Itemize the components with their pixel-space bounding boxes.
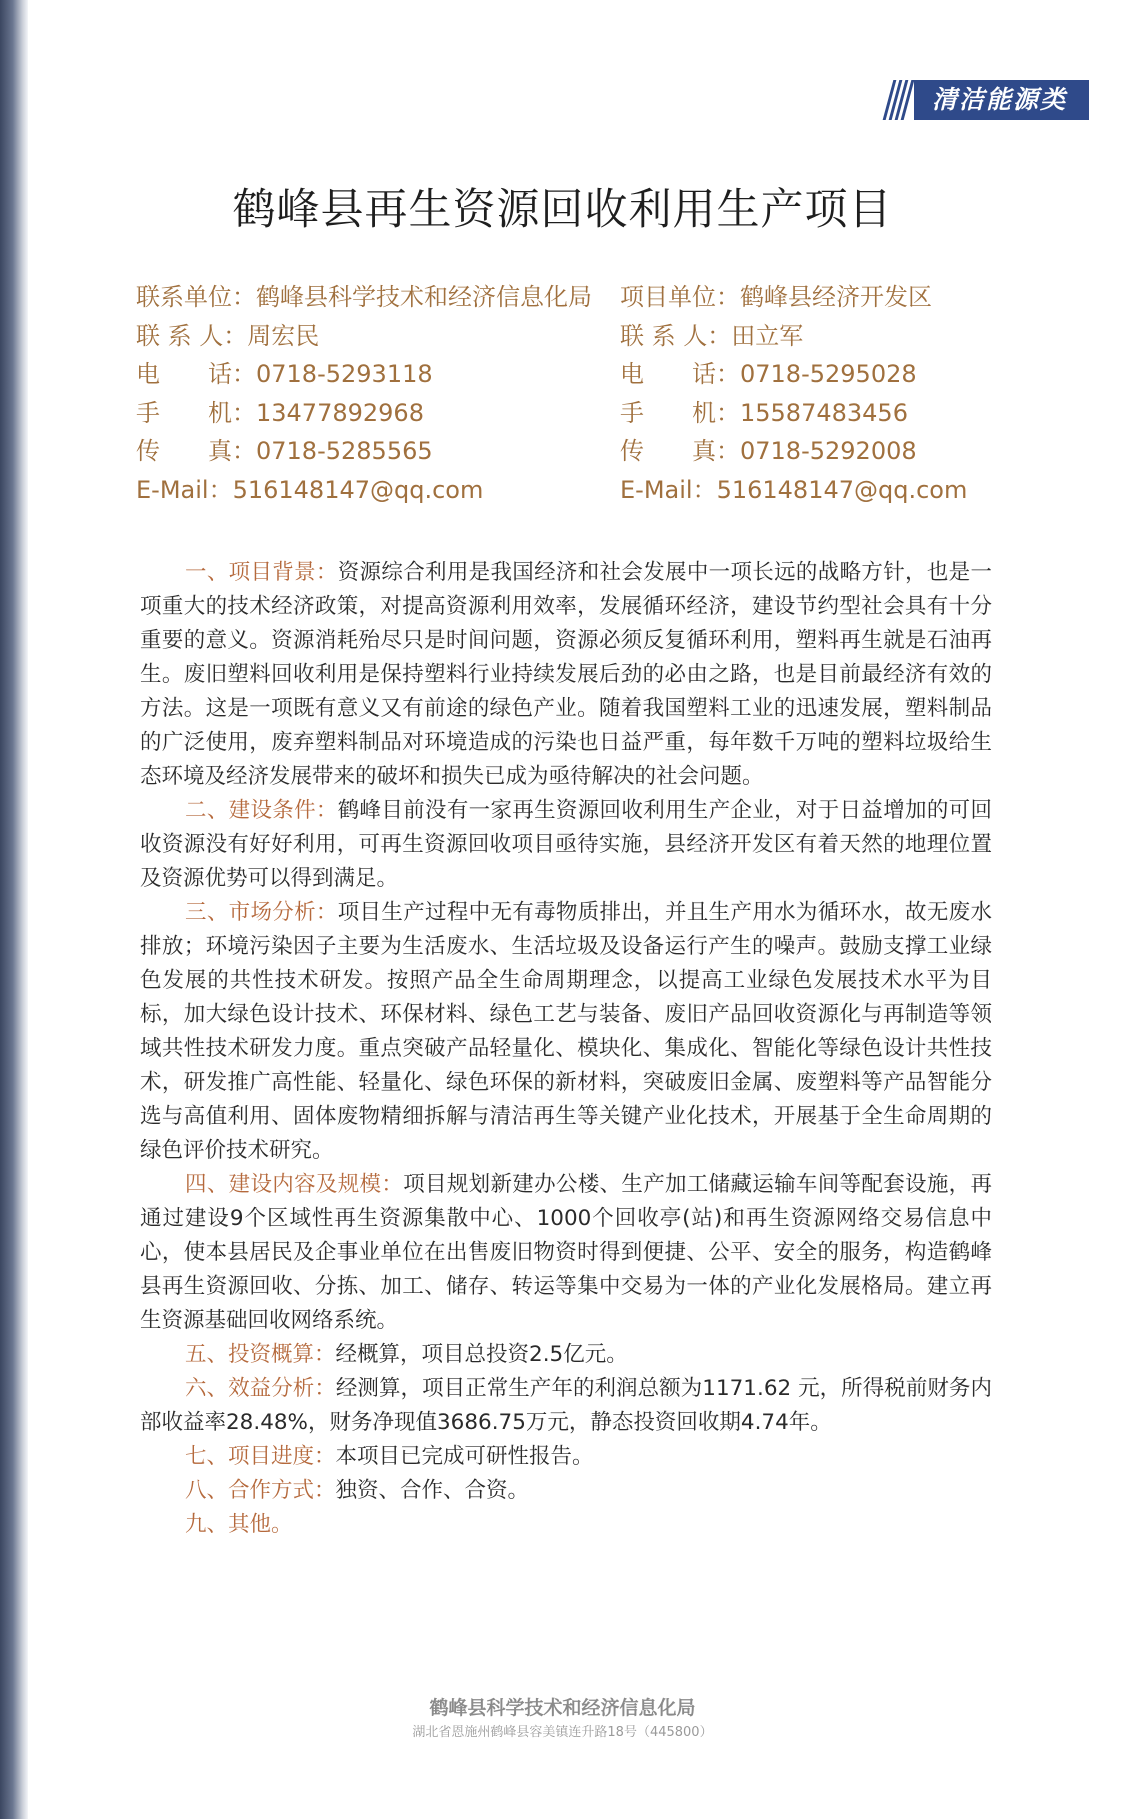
contact-label: 传 真： [620, 437, 740, 465]
section-text: 鹤峰目前没有一家再生资源回收利用生产企业，对于日益增加的可回收资源没有好好利用，可再生资源回收项目亟待实施，县经济开发区有着天然的地理位置及资源优势可以得到满足。 [140, 798, 992, 891]
section-heading: 八、合作方式： [185, 1478, 336, 1503]
section-cooperation [140, 1474, 992, 1508]
category-tag [888, 80, 1089, 120]
section-heading: 七、项目进度： [185, 1444, 336, 1469]
contact-label: E-Mail： [136, 475, 233, 504]
section-heading: 一、项目背景： [185, 560, 338, 585]
contact-value: 鹤峰县经济开发区 [740, 283, 932, 311]
section-text: 项目生产过程中无有毒物质排出，并且生产用水为循环水，故无废水排放；环境污染因子主要为生活废水、生活垃圾及设备运行产生的噪声。鼓励支撑工业绿色发展的共性技术研发。按照产品全生命周期理念，以提高工业绿色发展技术水平为目标，加大绿色设计技术、环保材料、绿色工艺与装备、废旧产品回收资源化与再制造等领域共性技术研发力度。重点突破产品轻量化、模块化、集成化、智能化等绿色设计共性技术，研发推广高性能、轻量化、绿色环保的新材料，突破废旧金属、废塑料等产品智能分选与高值利用、固体废物精细拆解与清洁再生等关键产业化技术，开展基于全生命周期的绿色评价技术研究。 [140, 900, 992, 1163]
section-heading: 二、建设条件： [185, 798, 338, 823]
contact-value: 田立军 [731, 321, 804, 350]
contact-row [620, 471, 1020, 510]
contact-column-left [136, 278, 620, 509]
contact-row [136, 471, 620, 510]
contact-value: 516148147@qq.com [232, 475, 484, 504]
section-investment [140, 1338, 992, 1372]
contact-column-right [620, 278, 1020, 509]
contact-row [136, 278, 620, 317]
contact-label: 电 话： [136, 360, 256, 388]
contact-label: 联系单位： [136, 283, 256, 311]
footer-organization: 鹤峰县科学技术和经济信息化局 [429, 1697, 696, 1719]
contact-row [136, 432, 620, 471]
section-text: 资源综合利用是我国经济和社会发展中一项长远的战略方针，也是一项重大的技术经济政策，对提高资源利用效率，发展循环经济，建设节约型社会具有十分重要的意义。资源消耗殆尽只是时间问题，资源必须反复循环利用，塑料再生就是石油再生。废旧塑料回收利用是保持塑料行业持续发展后劲的必由之路，也是目前最经济有效的方法。这是一项既有意义又有前途的绿色产业。随着我国塑料工业的迅速发展，塑料制品的广泛使用，废弃塑料制品对环境造成的污染也日益严重，每年数千万吨的塑料垃圾给生态环境及经济发展带来的破坏和损失已成为亟待解决的社会问题。 [140, 560, 992, 789]
contact-label: 手 机： [620, 398, 740, 427]
section-heading: 三、市场分析： [185, 900, 338, 925]
section-market-analysis [140, 896, 992, 1168]
section-heading: 六、效益分析： [185, 1376, 336, 1401]
section-text: 经测算，项目正常生产年的利润总额为1171.62 元，所得税前财务内部收益率28.48%，财务净现值3686.75万元，静态投资回收期4.74年。 [140, 1376, 992, 1435]
contact-value: 13477892968 [256, 398, 424, 427]
section-benefit-analysis [140, 1372, 992, 1440]
contact-row [620, 394, 1020, 433]
contact-row [620, 355, 1020, 394]
contact-label: 联 系 人： [620, 321, 732, 350]
project-body [140, 556, 992, 1542]
section-other [140, 1508, 992, 1542]
section-text: 经概算，项目总投资2.5亿元。 [335, 1342, 628, 1367]
section-construction-scope [140, 1168, 992, 1338]
footer-address: 湖北省恩施州鹤峰县容美镇连升路18号（445800） [412, 1725, 713, 1740]
contact-value: 0718-5293118 [256, 360, 433, 388]
contact-value: 0718-5292008 [740, 437, 917, 465]
section-text: 独资、合作、合资。 [335, 1478, 530, 1503]
contact-value: 周宏民 [247, 321, 320, 350]
contact-label: 传 真： [136, 437, 256, 465]
contact-label: E-Mail： [620, 475, 717, 504]
contact-value: 15587483456 [740, 398, 908, 427]
section-text: 项目规划新建办公楼、生产加工储藏运输车间等配套设施，再通过建设9个区域性再生资源集散中心、1000个回收亭(站)和再生资源网络交易信息中心，使本县居民及企事业单位在出售废旧物资时得到便捷、公平、安全的服务，构造鹤峰县再生资源回收、分拣、加工、储存、转运等集中交易为一体的产业化发展格局。建立再生资源基础回收网络系统。 [140, 1172, 992, 1333]
contact-row [620, 317, 1020, 356]
section-heading: 四、建设内容及规模： [185, 1172, 404, 1197]
category-label: 清洁能源类 [914, 80, 1089, 120]
contact-value: 516148147@qq.com [716, 475, 968, 504]
page-edge-shadow [0, 0, 28, 1819]
section-heading: 九、其他。 [185, 1512, 293, 1537]
contact-value: 鹤峰县科学技术和经济信息化局 [256, 283, 592, 311]
page-title: 鹤峰县再生资源回收利用生产项目 [232, 185, 893, 235]
section-heading: 五、投资概算： [185, 1342, 336, 1367]
section-conditions [140, 794, 992, 896]
contact-row [136, 355, 620, 394]
contact-row [136, 394, 620, 433]
contact-label: 联 系 人： [136, 321, 248, 350]
contact-row [136, 317, 620, 356]
tag-stripes-decoration [888, 80, 912, 120]
contact-value: 0718-5295028 [740, 360, 917, 388]
contact-value: 0718-5285565 [256, 437, 433, 465]
section-background [140, 556, 992, 794]
contact-row [620, 278, 1020, 317]
contact-label: 项目单位： [620, 283, 740, 311]
contact-info [136, 278, 1036, 509]
section-progress [140, 1440, 992, 1474]
section-text: 本项目已完成可研性报告。 [335, 1444, 594, 1469]
contact-label: 手 机： [136, 398, 256, 427]
contact-row [620, 432, 1020, 471]
contact-label: 电 话： [620, 360, 740, 388]
